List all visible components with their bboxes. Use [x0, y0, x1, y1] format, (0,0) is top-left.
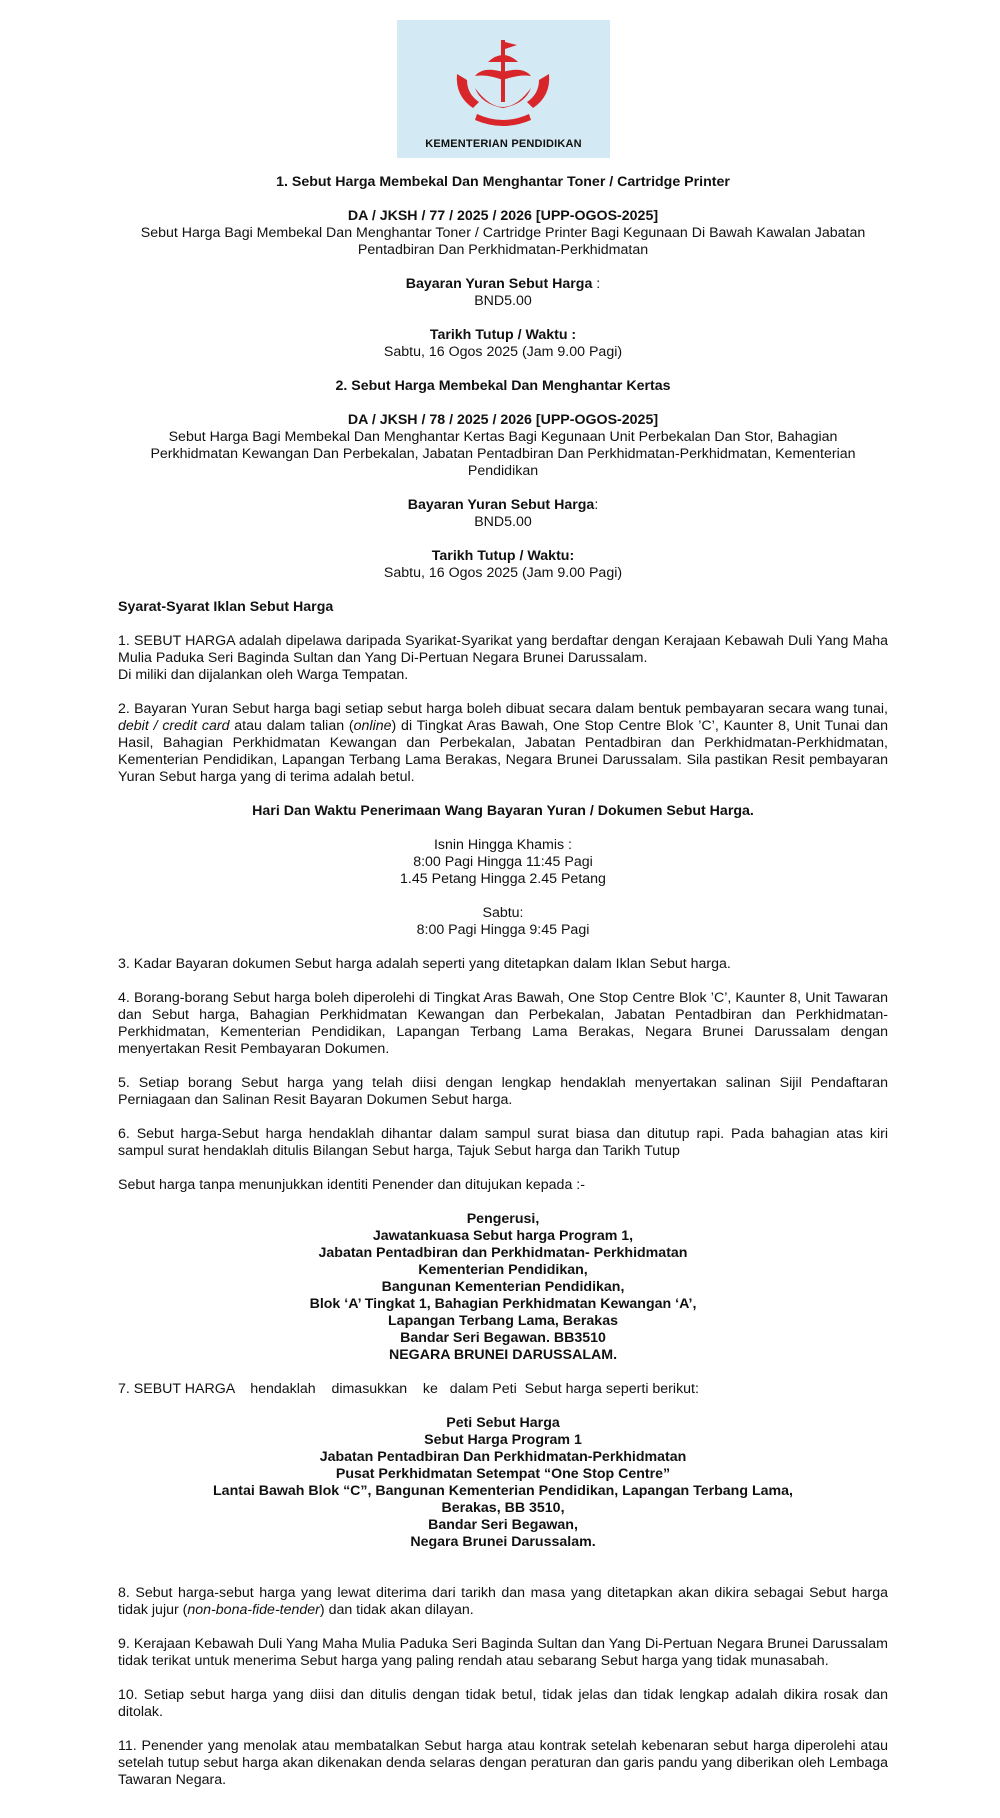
tender1-fee-label: Bayaran Yuran Sebut Harga [405, 276, 593, 292]
addressed-to: Sebut harga tanpa menunjukkan identiti Penender dan ditujukan kepada :- [118, 1177, 585, 1193]
tender2-title: 2. Sebut Harga Membekal Dan Menghantar Kertas [335, 378, 671, 394]
condition-8: 8. Sebut harga-sebut harga yang lewat diterima dari tarikh dan masa yang ditetapkan akan dikira sebagai Sebut harga tidak jujur (non-bona-fide-tender) dan tidak akan dilayan. [118, 1585, 888, 1618]
conditions-heading: Syarat-Syarat Iklan Sebut Harga [118, 599, 334, 615]
tender1-desc-line2: Pentadbiran Dan Perkhidmatan-Perkhidmatan [357, 242, 649, 258]
condition-1-line2: Di miliki dan dijalankan oleh Warga Tempatan. [118, 667, 409, 683]
weekday-slot-2: 1.45 Petang Hingga 2.45 Petang [400, 871, 606, 887]
chairman-address [118, 1211, 888, 1364]
tender1-fee-colon: : [592, 276, 601, 292]
ministry-logo [397, 20, 610, 158]
address-line: Kementerian Pendidikan, [418, 1262, 588, 1278]
address-line: Pengerusi, [466, 1211, 540, 1227]
box-address-line: Sebut Harga Program 1 [424, 1432, 582, 1448]
tender1-ref: DA / JKSH / 77 / 2025 / 2026 [UPP-OGOS-2025] [347, 208, 659, 224]
weekday-slot-1: 8:00 Pagi Hingga 11:45 Pagi [413, 854, 593, 870]
tender1-closing-value: Sabtu, 16 Ogos 2025 (Jam 9.00 Pagi) [383, 344, 623, 360]
tender1-fee-value: BND5.00 [474, 293, 532, 309]
condition-3: 3. Kadar Bayaran dokumen Sebut harga adalah seperti yang ditetapkan dalam Iklan Sebut harga. [118, 956, 731, 972]
hours-heading: Hari Dan Waktu Penerimaan Wang Bayaran Yuran / Dokumen Sebut Harga. [252, 803, 754, 819]
tender2-closing-value: Sabtu, 16 Ogos 2025 (Jam 9.00 Pagi) [383, 565, 623, 581]
tender2-desc-line1: Sebut Harga Bagi Membekal Dan Menghantar Kertas Bagi Kegunaan Unit Perbekalan Dan Stor, Bahagian [168, 429, 838, 445]
tender1-closing-label: Tarikh Tutup / Waktu : [429, 327, 577, 343]
tender2-fee-colon: : [594, 497, 599, 513]
condition-4: 4. Borang-borang Sebut harga boleh diperolehi di Tingkat Aras Bawah, One Stop Centre Blok ’C’, Kaunter 8, Unit Tawaran dan Sebut harga, Bahagian Perkhidmatan Kewangan dan Perbekalan, Jabatan Pentadbiran dan Perkhidmatan-Perkhidmatan, Kementerian Pendidikan, Lapangan Terbang Lama Berakas, Negara Brunei Darussalam dengan menyertakan Resit Pembayaran Dokumen. [118, 990, 888, 1057]
address-line: Jabatan Pentadbiran dan Perkhidmatan- Perkhidmatan [318, 1245, 688, 1261]
condition-11: 11. Penender yang menolak atau membatalkan Sebut harga atau kontrak setelah kebenaran sebut harga diperolehi atau setelah tutup sebut harga akan dikenakan denda selaras dengan peraturan dan garis pandu yang diberikan oleh Lembaga Tawaran Negara. [118, 1738, 888, 1788]
tender2-closing-label: Tarikh Tutup / Waktu: [431, 548, 575, 564]
address-line: Bandar Seri Begawan. BB3510 [400, 1330, 606, 1346]
tender1-desc-line1: Sebut Harga Bagi Membekal Dan Menghantar Toner / Cartridge Printer Bagi Kegunaan Di Bawah Kawalan Jabatan [140, 225, 866, 241]
address-line: Blok ‘A’ Tingkat 1, Bahagian Perkhidmatan Kewangan ‘A’, [309, 1296, 697, 1312]
tender2-desc-line2: Perkhidmatan Kewangan Dan Perbekalan, Jabatan Pentadbiran Dan Perkhidmatan-Perkhidmatan, Kementerian [150, 446, 856, 462]
box-address-line: Lantai Bawah Blok “C”, Bangunan Kementerian Pendidikan, Lapangan Terbang Lama, [213, 1483, 793, 1499]
condition-7: 7. SEBUT HARGA hendaklah dimasukkan ke dalam Peti Sebut harga seperti berikut: [118, 1381, 699, 1397]
saturday-label: Sabtu: [482, 905, 524, 921]
address-line: Lapangan Terbang Lama, Berakas [388, 1313, 618, 1329]
address-line: Jawatankuasa Sebut harga Program 1, [372, 1228, 634, 1244]
box-address-line: Peti Sebut Harga [446, 1415, 560, 1431]
condition-10: 10. Setiap sebut harga yang diisi dan ditulis dengan tidak betul, tidak jelas dan tidak lengkap adalah dikira rosak dan ditolak. [118, 1687, 888, 1720]
tender2-ref: DA / JKSH / 78 / 2025 / 2026 [UPP-OGOS-2025] [347, 412, 659, 428]
address-line: Bangunan Kementerian Pendidikan, [381, 1279, 625, 1295]
tender2-fee-value: BND5.00 [474, 514, 532, 530]
address-line: NEGARA BRUNEI DARUSSALAM. [388, 1347, 618, 1363]
box-address-line: Berakas, BB 3510, [441, 1500, 565, 1516]
box-address-line: Negara Brunei Darussalam. [410, 1534, 596, 1550]
box-address-line: Jabatan Pentadbiran Dan Perkhidmatan-Perkhidmatan [319, 1449, 687, 1465]
condition-9: 9. Kerajaan Kebawah Duli Yang Maha Mulia Paduka Seri Baginda Sultan dan Yang Di-Pertuan Negara Brunei Darussalam tidak terikat untuk menerima Sebut harga yang paling rendah atau sebarang Sebut harga yang tidak munasabah. [118, 1636, 888, 1669]
condition-5: 5. Setiap borang Sebut harga yang telah diisi dengan lengkap hendaklah menyertakan salinan Sijil Pendaftaran Perniagaan dan Salinan Resit Bayaran Dokumen Sebut harga. [118, 1075, 888, 1108]
tender-notice [118, 174, 888, 1789]
crest-icon [451, 40, 556, 132]
tender2-desc-line3: Pendidikan [467, 463, 539, 479]
tender1-title: 1. Sebut Harga Membekal Dan Menghantar Toner / Cartridge Printer [276, 174, 730, 190]
tender-box-address [118, 1415, 888, 1551]
logo-caption: KEMENTERIAN PENDIDIKAN [425, 138, 582, 150]
condition-6: 6. Sebut harga-Sebut harga hendaklah dihantar dalam sampul surat biasa dan ditutup rapi. Pada bahagian atas kiri sampul surat hendaklah ditulis Bilangan Sebut harga, Tajuk Sebut harga dan Tarikh Tutup [118, 1126, 888, 1159]
condition-1: 1. SEBUT HARGA adalah dipelawa daripada Syarikat-Syarikat yang berdaftar dengan Kerajaan Kebawah Duli Yang Maha Mulia Paduka Seri Baginda Sultan dan Yang Di-Pertuan Negara Brunei Darussalam. [118, 633, 888, 666]
saturday-slot: 8:00 Pagi Hingga 9:45 Pagi [416, 922, 590, 938]
condition-2: 2. Bayaran Yuran Sebut harga bagi setiap sebut harga boleh dibuat secara dalam bentuk pembayaran secara wang tunai, debit / credit card atau dalam talian (online) di Tingkat Aras Bawah, One Stop Centre Blok ’C’, Kaunter 8, Unit Tunai dan Hasil, Bahagian Perkhidmatan Kewangan dan Perbekalan, Jabatan Pentadbiran dan Perkhidmatan-Perkhidmatan, Kementerian Pendidikan, Lapangan Terbang Lama Berakas, Negara Brunei Darussalam. Sila pastikan Resit pembayaran Yuran Sebut harga yang di terima adalah betul. [118, 701, 888, 785]
box-address-line: Pusat Perkhidmatan Setempat “One Stop Centre” [335, 1466, 671, 1482]
weekdays-label: Isnin Hingga Khamis : [433, 837, 572, 853]
box-address-line: Bandar Seri Begawan, [428, 1517, 578, 1533]
tender2-fee-label: Bayaran Yuran Sebut Harga [407, 497, 595, 513]
